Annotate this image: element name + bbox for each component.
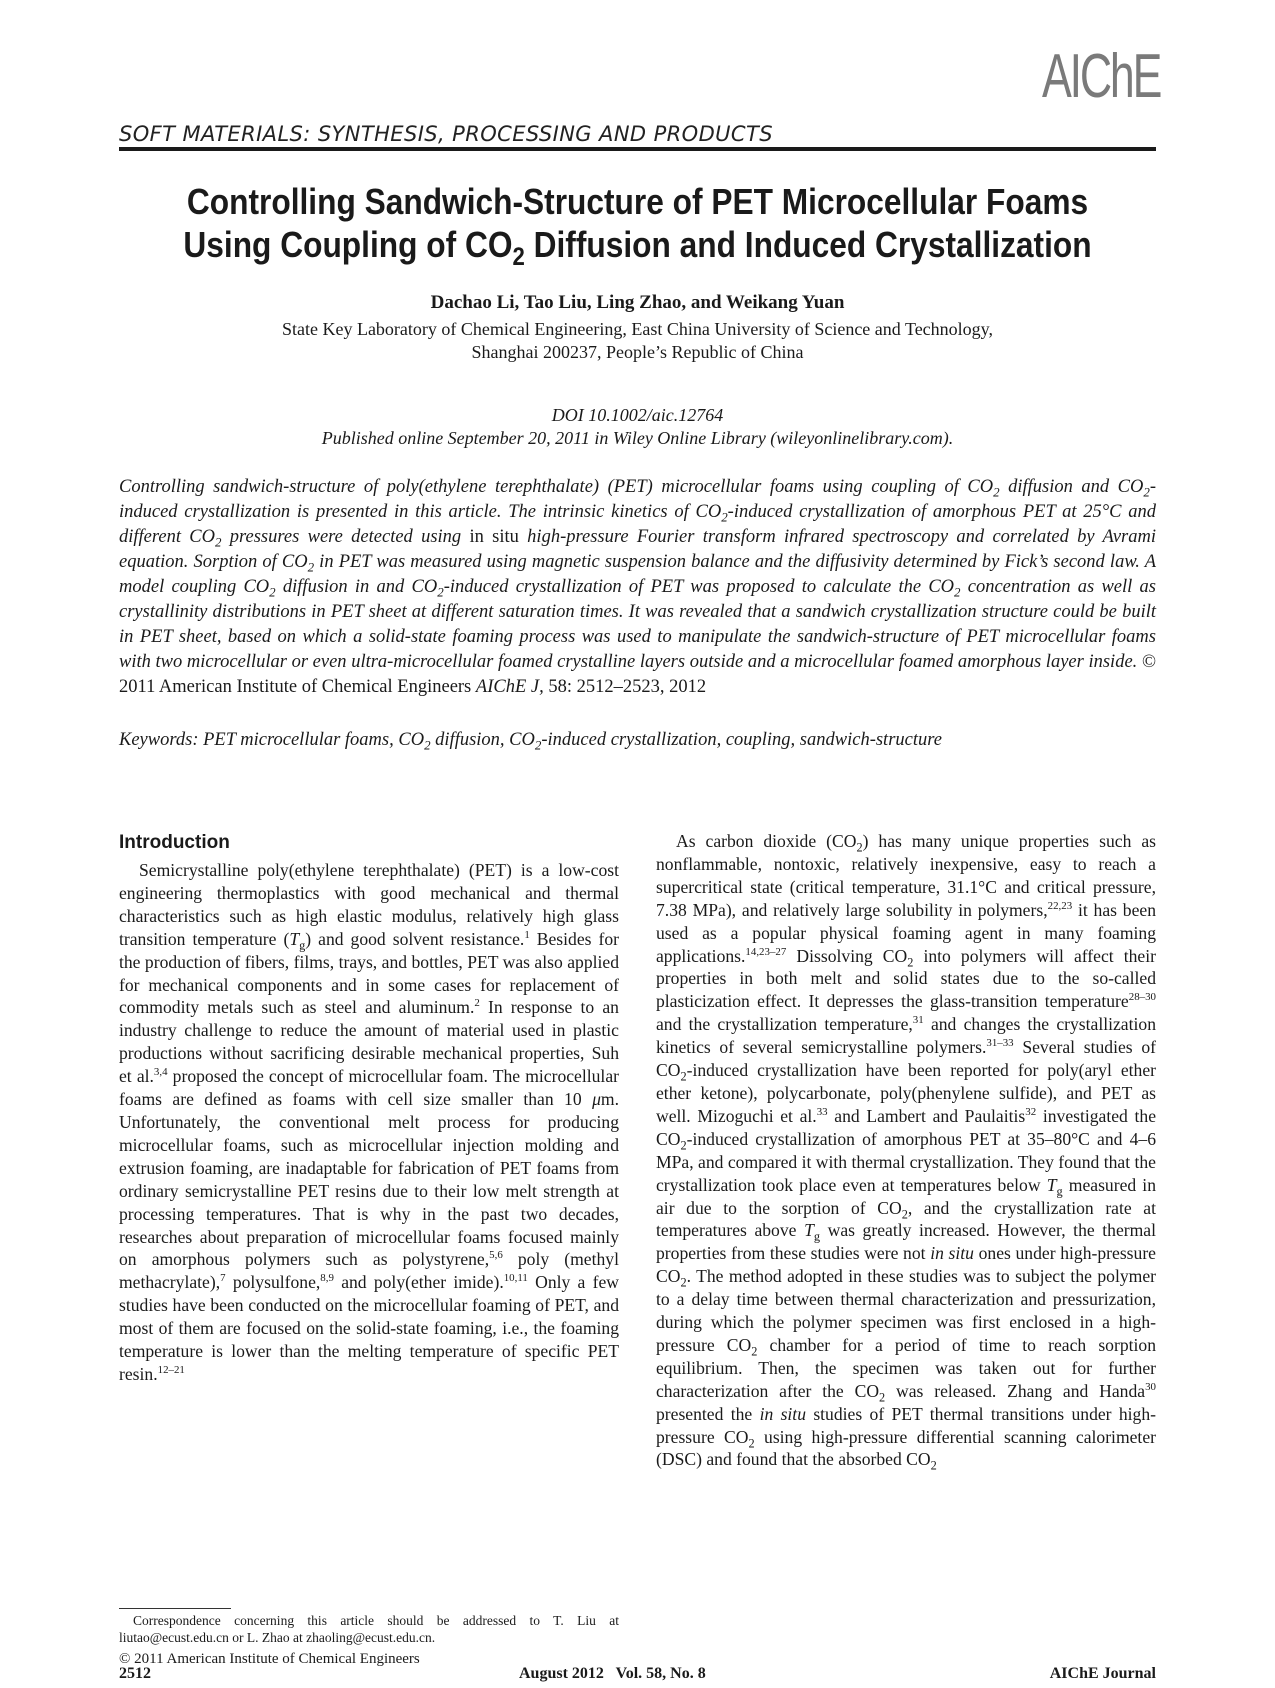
right-column (656, 830, 1156, 1471)
copyright-notice: © 2011 American Institute of Chemical Engineers (119, 1651, 420, 1667)
affiliation-line: Shanghai 200237, People’s Republic of China (471, 342, 804, 362)
affiliation (119, 318, 1156, 364)
title-line-2 (181, 223, 1094, 272)
publication-info: Published online September 20, 2011 in Wiley Online Library (wileyonlinelibrary.com). (321, 428, 954, 448)
issue-info: August 2012 Vol. 58, No. 8 (519, 1665, 706, 1682)
title-subscript: 2 (512, 243, 525, 272)
keywords: Keywords: PET microcellular foams, $CO_2$ diffusion, $CO_2$-induced crystallization, coupling, sandwich-structure (119, 730, 942, 753)
title-text: Diffusion and Induced Crystallization (524, 224, 1092, 265)
header-rule (119, 147, 1156, 151)
authors: Dachao Li, Tao Liu, Ling Zhao, and Weikang Yuan (430, 292, 845, 313)
left-column (119, 830, 619, 1386)
affiliation-line: State Key Laboratory of Chemical Engineering, East China University of Science and Technology, (281, 319, 994, 339)
correspondence-footnote: Correspondence concerning this article should be addressed to T. Liu at liutao@ecust.edu.cn or L. Zhao at zhaoling@ecust.edu.cn. (119, 1613, 619, 1645)
intro-paragraph-2: As carbon dioxide $(CO_2)$ has many unique properties such as nonflammable, nontoxic, relatively inexpensive, easy to reach a supercritical state (critical temperature, 31.1°C and critical pressure, 7.38 MPa), and relatively large solubility in polymers,$^{22,23}$ it has been used as a popular physical foaming agent in many foaming applications.$^{14,23-27}$ Dissolving $CO_2$ into polymers will affect their properties in both melt and solid states due to the so-called plasticization effect. It depresses the glass-transition temperature$^{28-30}$ and the crystallization temperature,$^{31}$ and changes the crystallization kinetics of several semicrystalline polymers.$^{31-33}$ Several studies of $CO_2$-induced crystallization have been reported for poly(aryl ether ether ketone), polycarbonate, poly(phenylene sulfide), and PET as well. Mizoguchi et al.$^{33}$ and Lambert and Paulaitis$^{32}$ investigated the $CO_2$-induced crystallization of amorphous PET at 35–80°C and 4–6 MPa, and compared it with thermal crystallization. They found that the crystallization took place even at temperatures below $T_g$ measured in air due to the sorption of $CO_2$, and the crystallization rate at temperatures above $T_g$ was greatly increased. However, the thermal properties from these studies were not in situ ones under high-pressure $CO_2$. The method adopted in these studies was to subject the polymer to a delay time between thermal characterization and pressurization, during which the polymer specimen was first enclosed in a high-pressure $CO_2$ chamber for a period of time to reach sorption equilibrium. Then, the specimen was taken out for further characterization after the $CO_2$ was released. Zhang and Handa$^{30}$ presented the in situ studies of PET thermal transitions under high-pressure $CO_2$ using high-pressure differential scanning calorimeter (DSC) and found that the absorbed $CO_2$ (656, 831, 1157, 1473)
doi: DOI 10.1002/aic.12764 (551, 405, 724, 425)
article-title (119, 180, 1156, 272)
title-line-1: Controlling Sandwich-Structure of PET Microcellular Foams (186, 181, 1089, 222)
intro-paragraph-1: Semicrystalline poly(ethylene terephthalate) (PET) is a low-cost engineering thermoplastics with good mechanical and thermal characteristics such as high elastic modulus, relatively high glass transition temperature $(T_g)$ and good solvent resistance.$^1$ Besides for the production of fibers, films, trays, and bottles, PET was also applied for mechanical components and in some cases for replacement of commodity metals such as steel and aluminum.$^2$ In response to an industry challenge to reduce the amount of material used in plastic productions without sacrificing desirable mechanical properties, Suh et al.$^{3,4}$ proposed the concept of microcellular foam. The microcellular foams are defined as foams with cell size smaller than 10 μm. Unfortunately, the conventional melt process for producing microcellular foams, such as microcellular injection molding and extrusion foaming, are inadaptable for fabrication of PET foams from ordinary semicrystalline PET resins due to their low melt strength at processing temperatures. That is why in the past two decades, researches about preparation of microcellular foams focused mainly on amorphous polymers such as polystyrene,$^{5,6}$ poly (methyl methacrylate),$^7$ polysulfone,$^{8,9}$ and poly(ether imide).$^{10,11}$ Only a few studies have been conducted on the microcellular foaming of PET, and most of them are focused on the solid-state foaming, i.e., the foaming temperature is lower than the melting temperature of specific PET resin.$^{12-21}$ (119, 860, 620, 1384)
abstract: Controlling sandwich-structure of poly(ethylene terephthalate) (PET) microcellular foams using coupling of $CO_2$ diffusion and $CO_2$-induced crystallization is presented in this article. The intrinsic kinetics of $CO_2$-induced crystallization of amorphous PET at 25°C and different $CO_2$ pressures were detected using in situ high-pressure Fourier transform infrared spectroscopy and correlated by Avrami equation. Sorption of $CO_2$ in PET was measured using magnetic suspension balance and the diffusivity determined by Fick’s second law. A model coupling $CO_2$ diffusion in and $CO_2$-induced crystallization of PET was proposed to calculate the $CO_2$ concentration as well as crystallinity distributions in PET sheet at different saturation times. It was revealed that a sandwich crystallization structure could be built in PET sheet, based on which a solid-state foaming process was used to manipulate the sandwich-structure of PET microcellular foams with two microcellular or even ultra-microcellular foamed crystalline layers outside and a microcellular foamed amorphous layer inside. © 2011 American Institute of Chemical Engineers AIChE J, 58: 2512–2523, 2012 (119, 477, 1157, 697)
section-heading-introduction: Introduction (119, 832, 230, 853)
footnote-rule (119, 1608, 231, 1609)
aiche-logo: AIChE (1041, 42, 1160, 111)
title-text: Using Coupling of CO (183, 224, 513, 265)
page-number: 2512 (119, 1665, 151, 1682)
section-label: SOFT MATERIALS: SYNTHESIS, PROCESSING AND PRODUCTS (119, 122, 773, 146)
journal-name: AIChE Journal (1049, 1665, 1156, 1682)
